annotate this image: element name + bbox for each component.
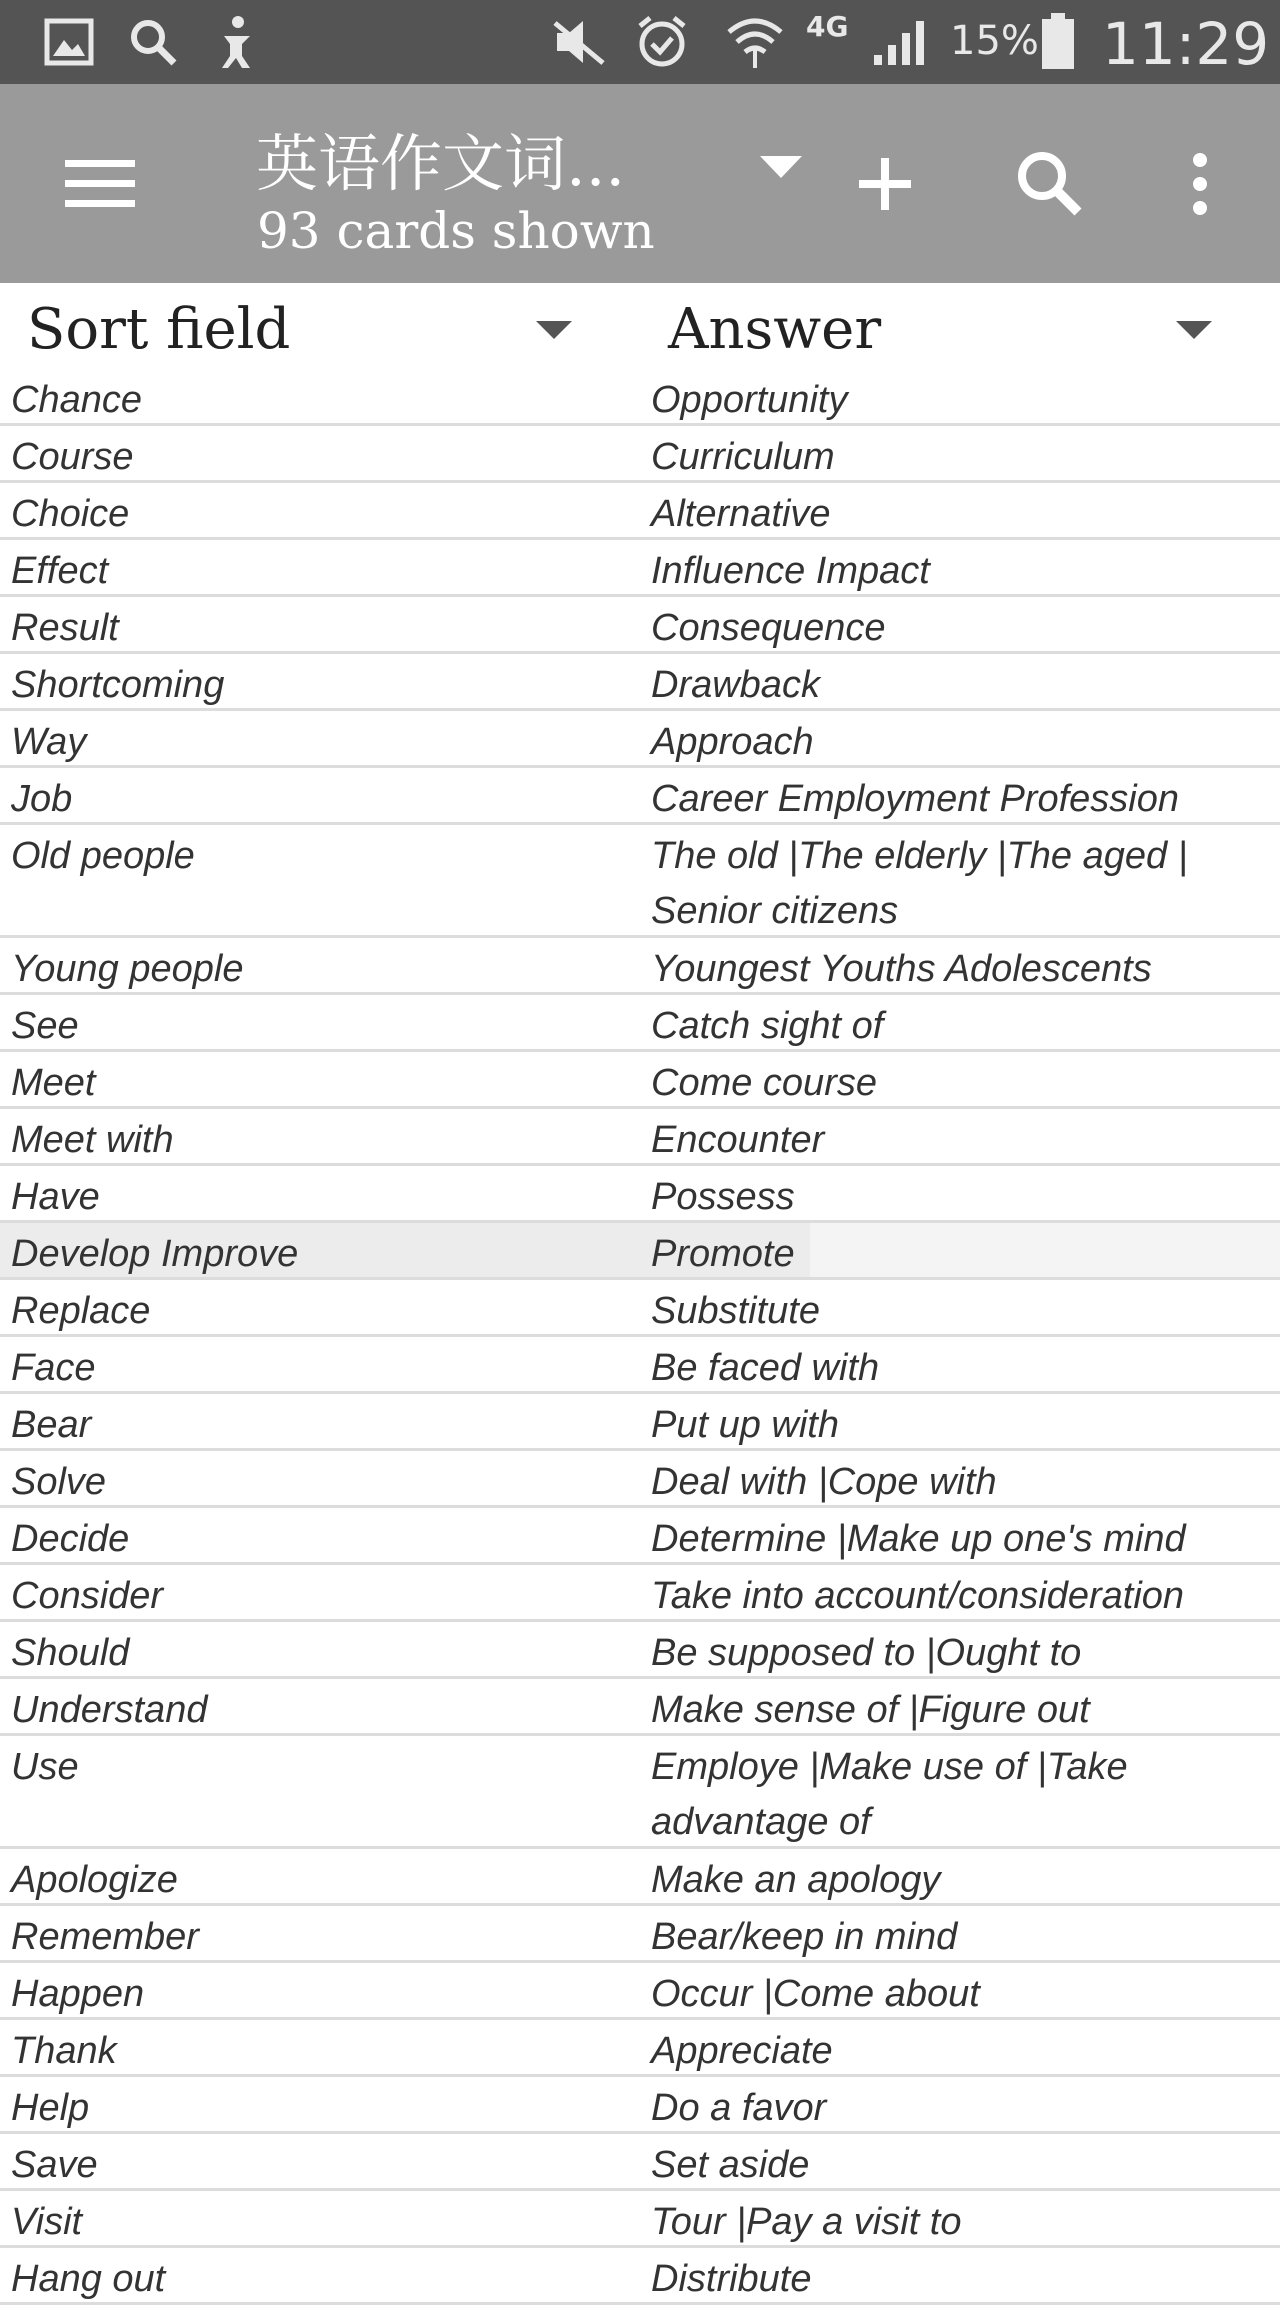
sort-field-cell: Meet with	[11, 1119, 174, 1161]
sort-field-header: Sort field	[27, 297, 291, 362]
sort-field-cell: Understand	[11, 1689, 208, 1731]
card-list	[0, 369, 1280, 2305]
dropdown-icon	[534, 317, 574, 343]
answer-cell: Opportunity	[651, 379, 848, 421]
sort-field-cell: Way	[11, 721, 87, 763]
accessibility-icon	[208, 12, 266, 72]
answer-cell: Set aside	[651, 2144, 810, 2186]
table-row[interactable]	[0, 426, 1280, 483]
answer-cell: Be faced with	[651, 1347, 880, 1389]
sort-field-cell: Decide	[11, 1518, 130, 1560]
sort-field-cell: Apologize	[11, 1859, 178, 1901]
table-row[interactable]	[0, 1736, 1280, 1849]
sort-field-cell: Hang out	[11, 2258, 166, 2300]
sort-field-cell: Have	[11, 1176, 100, 1218]
more-icon[interactable]	[1175, 144, 1225, 224]
column-header-row	[0, 283, 1280, 375]
dropdown-icon[interactable]	[756, 150, 806, 190]
answer-cell: Do a favor	[651, 2087, 827, 2129]
answer-cell: Put up with	[651, 1404, 839, 1446]
answer-cell: Take into account/consideration	[651, 1575, 1185, 1617]
signal-icon	[866, 12, 934, 72]
sort-field-cell: Consider	[11, 1575, 164, 1617]
table-row[interactable]	[0, 1565, 1280, 1622]
sort-field-cell: Job	[11, 778, 73, 820]
battery-percent: 15%	[950, 18, 1039, 64]
sort-field-cell: Save	[11, 2144, 98, 2186]
answer-cell: Bear/keep in mind	[651, 1916, 958, 1958]
sort-field-cell: Course	[11, 436, 134, 478]
answer-header: Answer	[668, 297, 882, 362]
table-row[interactable]	[0, 1337, 1280, 1394]
answer-column-selector[interactable]	[640, 283, 1280, 375]
answer-cell: Come course	[651, 1062, 877, 1104]
answer-cell: Encounter	[651, 1119, 825, 1161]
answer-cell: Influence Impact	[651, 550, 930, 592]
sort-field-cell: Visit	[11, 2201, 83, 2243]
sort-field-cell: Replace	[11, 1290, 151, 1332]
answer-cell: Occur |Come about	[651, 1973, 980, 2015]
table-row[interactable]	[0, 483, 1280, 540]
table-row-selected[interactable]	[0, 1223, 1280, 1280]
clock: 11:29	[1102, 10, 1270, 78]
dropdown-icon	[1174, 317, 1214, 343]
sort-field-cell: Happen	[11, 1973, 145, 2015]
mute-icon	[548, 12, 610, 72]
battery-icon	[1036, 12, 1080, 72]
table-row[interactable]	[0, 2191, 1280, 2248]
table-row[interactable]	[0, 1849, 1280, 1906]
alarm-icon	[632, 12, 692, 72]
sort-field-cell: Should	[11, 1632, 130, 1674]
answer-cell: Determine |Make up one's mind	[651, 1518, 1186, 1560]
table-row[interactable]	[0, 1963, 1280, 2020]
table-row[interactable]	[0, 768, 1280, 825]
sort-field-cell: Help	[11, 2087, 90, 2129]
sort-field-cell: Effect	[11, 550, 109, 592]
table-row[interactable]	[0, 995, 1280, 1052]
wifi-icon	[722, 12, 788, 72]
sort-field-cell: Thank	[11, 2030, 117, 2072]
table-row[interactable]	[0, 1052, 1280, 1109]
sort-field-cell: Solve	[11, 1461, 107, 1503]
answer-cell: Deal with |Cope with	[651, 1461, 997, 1503]
table-row[interactable]	[0, 654, 1280, 711]
answer-cell: Promote	[651, 1233, 795, 1275]
table-row[interactable]	[0, 711, 1280, 768]
answer-cell: Employe |Make use of |Take advantage of	[651, 1746, 1128, 1843]
table-row[interactable]	[0, 825, 1280, 938]
sort-field-cell: Result	[11, 607, 119, 649]
status-bar	[0, 0, 1280, 84]
table-row[interactable]	[0, 540, 1280, 597]
sort-field-cell: Face	[11, 1347, 96, 1389]
sort-field-cell: Develop Improve	[11, 1233, 299, 1275]
answer-cell: Make sense of |Figure out	[651, 1689, 1090, 1731]
answer-cell: Curriculum	[651, 436, 835, 478]
table-row[interactable]	[0, 1166, 1280, 1223]
table-row[interactable]	[0, 597, 1280, 654]
sort-field-column-selector[interactable]	[0, 283, 640, 375]
answer-cell: Alternative	[651, 493, 831, 535]
answer-cell: Possess	[651, 1176, 795, 1218]
network-label: 4G	[806, 10, 849, 43]
sort-field-cell: Use	[11, 1746, 79, 1788]
table-row[interactable]	[0, 938, 1280, 995]
search-icon	[124, 12, 182, 72]
cards-shown-count: 93 cards shown	[257, 202, 655, 260]
sort-field-cell: Old people	[11, 835, 195, 877]
answer-cell: Catch sight of	[651, 1005, 884, 1047]
sort-field-cell: Bear	[11, 1404, 92, 1446]
search-icon[interactable]	[1010, 144, 1090, 224]
table-row[interactable]	[0, 1508, 1280, 1565]
table-row[interactable]	[0, 1451, 1280, 1508]
sort-field-cell: Young people	[11, 948, 244, 990]
answer-cell: Distribute	[651, 2258, 812, 2300]
table-row[interactable]	[0, 2020, 1280, 2077]
table-row[interactable]	[0, 1109, 1280, 1166]
sort-field-cell: Meet	[11, 1062, 96, 1104]
table-row[interactable]	[0, 369, 1280, 426]
table-row[interactable]	[0, 1280, 1280, 1337]
answer-cell: Youngest Youths Adolescents	[651, 948, 1152, 990]
table-row[interactable]	[0, 1906, 1280, 1963]
table-row[interactable]	[0, 1394, 1280, 1451]
table-row[interactable]	[0, 1622, 1280, 1679]
add-icon[interactable]	[845, 144, 925, 224]
gallery-icon	[40, 12, 98, 72]
answer-cell: Consequence	[651, 607, 886, 649]
table-row[interactable]	[0, 2248, 1280, 2305]
answer-cell: Substitute	[651, 1290, 820, 1332]
answer-cell: The old |The elderly |The aged | Senior citizens	[651, 835, 1188, 932]
deck-title[interactable]: 英语作文词...	[256, 127, 626, 200]
menu-icon[interactable]	[60, 154, 142, 214]
sort-field-cell: Remember	[11, 1916, 199, 1958]
answer-cell: Tour |Pay a visit to	[651, 2201, 962, 2243]
app-toolbar	[0, 84, 1280, 283]
answer-cell: Make an apology	[651, 1859, 941, 1901]
table-row[interactable]	[0, 2077, 1280, 2134]
sort-field-cell: Shortcoming	[11, 664, 225, 706]
answer-cell: Approach	[651, 721, 814, 763]
answer-cell: Appreciate	[651, 2030, 833, 2072]
sort-field-cell: Choice	[11, 493, 130, 535]
table-row[interactable]	[0, 2134, 1280, 2191]
answer-cell: Drawback	[651, 664, 820, 706]
sort-field-cell: Chance	[11, 379, 142, 421]
table-row[interactable]	[0, 1679, 1280, 1736]
answer-cell: Be supposed to |Ought to	[651, 1632, 1082, 1674]
sort-field-cell: See	[11, 1005, 79, 1047]
answer-cell: Career Employment Profession	[651, 778, 1179, 820]
